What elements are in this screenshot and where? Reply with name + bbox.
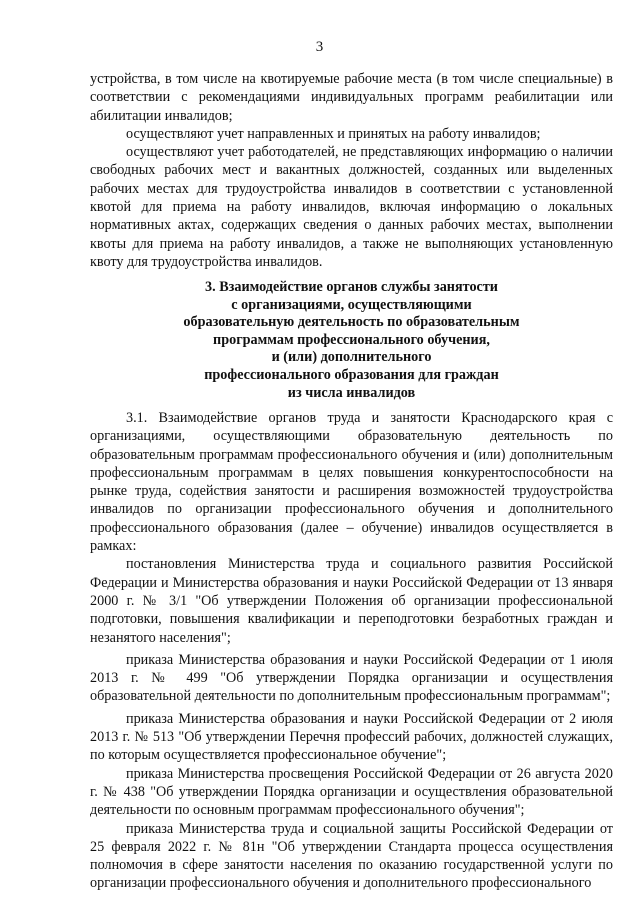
paragraph-accounting-referred: осуществляют учет направленных и принятых на работу инвалидов;	[126, 125, 541, 142]
paragraph-order-81n: приказа Министерства труда и социальной защиты Российской Федерации от 25 февраля 2022 г. № 81н "Об утверждении Стандарта процесса осуществления полномочия в сфере занятости населения по оказанию государственной услуги по организации профессионального обучения и дополнительного профессионального	[90, 820, 613, 892]
section-heading	[90, 279, 613, 402]
heading-line: образовательную деятельность по образовательным	[183, 314, 520, 331]
page-number: 3	[315, 39, 324, 55]
paragraph-accounting-employers: осуществляют учет работодателей, не представляющих информацию о наличии свободных рабочих мест и вакантных должностей, созданных или выделенных рабочих местах для трудоустройства инвалидов в соответствии с установленной квотой для приема на работу инвалидов, включая информацию о локальных нормативных актах, содержащих сведения о данных рабочих местах, выполнении квоты для приема на работу инвалидов, а также не выполняющих установленную квоту для трудоустройства инвалидов.	[90, 144, 613, 270]
heading-line: из числа инвалидов	[287, 384, 416, 401]
paragraph-3-1: 3.1. Взаимодействие органов труда и занятости Краснодарского края с организациями, осуществляющими образовательную деятельность по образовательным программам профессионального обучения и (или) дополнительным профессиональным программам в целях повышения конкурентоспособности на рынке труда, содействия занятости и расширения возможностей трудоустройства инвалидов по организации профессионального обучения и дополнительного профессионального образования (далее – обучение) инвалидов осуществляется в рамках:	[90, 410, 613, 555]
text-block-top	[90, 70, 613, 271]
paragraph-order-499: приказа Министерства образования и науки Российской Федерации от 1 июля 2013 г. № 499 "Об утверждении Порядка организации и осуществления образовательной деятельности по дополнительным профессиональным программам";	[90, 651, 613, 705]
heading-line: профессионального образования для граждан	[204, 366, 499, 383]
heading-line: с организациями, осуществляющими	[231, 296, 472, 313]
text-block-section-3	[90, 409, 613, 893]
paragraph-decree-3-1: постановления Министерства труда и социального развития Российской Федерации и Министерства образования и науки Российской Федерации от 13 января 2000 г. № 3/1 "Об утверждении Положения об организации профессиональной подготовки, повышения квалификации и переподготовки безработных граждан и незанятого населения";	[90, 556, 613, 646]
heading-line: программам профессионального обучения,	[213, 331, 490, 348]
paragraph-continuation: устройства, в том числе на квотируемые рабочие места (в том числе специальные) в соответствии с рекомендациями индивидуальных программ реабилитации или абилитации инвалидов;	[90, 71, 613, 124]
heading-line: 3. Взаимодействие органов службы занятости	[205, 279, 498, 295]
heading-line: и (или) дополнительного	[271, 349, 432, 366]
paragraph-order-513: приказа Министерства образования и науки Российской Федерации от 2 июля 2013 г. № 513 "Об утверждении Перечня профессий рабочих, должностей служащих, по которым осуществляется профессиональное обучение";	[90, 710, 613, 764]
paragraph-order-438: приказа Министерства просвещения Российской Федерации от 26 августа 2020 г. № 438 "Об утверждении Порядка организации и осуществления образовательной деятельности по основным программам профессионального обучения";	[90, 765, 613, 819]
